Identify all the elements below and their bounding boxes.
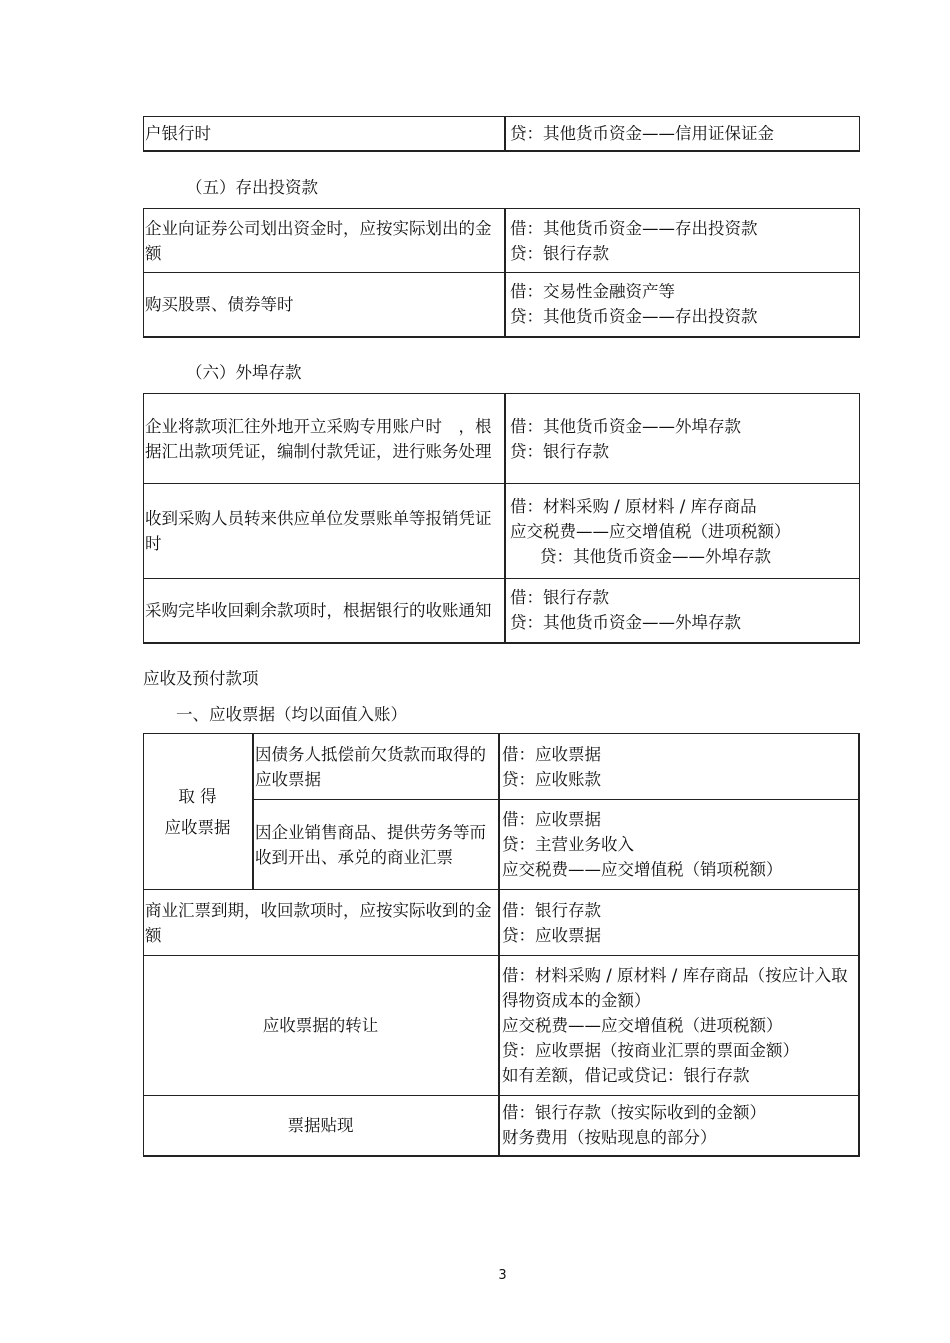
page-number: 3 — [498, 1268, 507, 1283]
entry-line: 贷：其他货币资金——存出投资款 — [510, 307, 758, 327]
entry-line: 借：银行存款 — [510, 588, 609, 608]
table-cell-right — [505, 209, 860, 273]
table-cell-right — [499, 800, 859, 890]
section-heading-5: （五）存出投资款 — [186, 178, 318, 197]
section-heading-6: （六）外埠存款 — [186, 363, 302, 382]
entry-line: 贷：银行存款 — [510, 243, 609, 263]
entry-line: 财务费用（按贴现息的部分） — [502, 1128, 717, 1148]
notes-receivable-table — [143, 733, 860, 1157]
entry-line: 借：其他货币资金——外埠存款 — [510, 416, 741, 436]
chapter-subtitle: 一、应收票据（均以面值入账） — [176, 705, 407, 724]
table-cell-right — [505, 273, 860, 337]
table-cell-left: 购买股票、债券等时 — [144, 273, 506, 337]
table-cell-left: 票据贴现 — [144, 1096, 500, 1156]
entry-line: 贷：主营业务收入 — [502, 835, 634, 854]
table-cell-right — [499, 734, 859, 800]
entry-line: 借：银行存款 — [502, 900, 601, 920]
table-cell-right — [499, 1096, 859, 1156]
entry-line: 借：交易性金融资产等 — [510, 282, 675, 302]
entry-line: 贷：银行存款 — [510, 441, 609, 461]
entry-line: 借：材料采购 / 原材料 / 库存商品 — [510, 496, 757, 516]
entry-line: 借：其他货币资金——存出投资款 — [510, 218, 758, 238]
table-cell-right — [505, 117, 860, 151]
entry-line: 借：材料采购 / 原材料 / 库存商品（按应计入取得物资成本的金额） — [502, 966, 848, 1010]
table-cell-right — [505, 579, 860, 643]
acquire-label-line: 取 得 — [178, 786, 217, 806]
entry-line: 借：应收票据 — [502, 744, 601, 764]
table-cell-left: 商业汇票到期，收回款项时，应按实际收到的金额 — [144, 890, 500, 956]
entry-line: 贷：其他货币资金——外埠存款 — [540, 546, 771, 566]
table-cell-right — [499, 956, 859, 1096]
table-cell-right — [499, 890, 859, 956]
entry-line: 如有差额，借记或贷记：银行存款 — [502, 1066, 750, 1085]
table-cell-left: 企业向证券公司划出资金时，应按实际划出的金额 — [144, 209, 506, 273]
acquire-label-cell — [144, 734, 254, 890]
entry-line: 贷：其他货币资金——外埠存款 — [510, 613, 741, 633]
table-cell-left: 因债务人抵偿前欠货款而取得的应收票据 — [253, 734, 499, 800]
entry-line: 借：银行存款（按实际收到的金额） — [502, 1103, 766, 1123]
entry-line: 贷：应收票据（按商业汇票的票面金额） — [502, 1041, 799, 1060]
entry-line: 贷：应收账款 — [502, 769, 601, 789]
table-cell-left: 户银行时 — [144, 117, 506, 151]
table-cell-right — [505, 484, 860, 579]
table-cell-left: 收到采购人员转来供应单位发票账单等报销凭证时 — [144, 484, 506, 579]
entry-line: 借：应收票据 — [502, 810, 601, 829]
table-cell-left: 应收票据的转让 — [144, 956, 500, 1096]
entry-line: 应交税费——应交增值税（进项税额） — [510, 521, 791, 541]
top-table — [143, 116, 860, 152]
table-cell-right — [505, 394, 860, 484]
acquire-label-line: 应收票据 — [164, 817, 231, 837]
section5-table — [143, 208, 860, 338]
entry-line: 贷：其他货币资金——信用证保证金 — [510, 123, 774, 143]
table-cell-left: 采购完毕收回剩余款项时，根据银行的收账通知 — [144, 579, 506, 643]
entry-line: 贷：应收票据 — [502, 925, 601, 945]
table-cell-left: 因企业销售商品、提供劳务等而收到开出、承兑的商业汇票 — [253, 800, 499, 890]
chapter-title: 应收及预付款项 — [143, 669, 259, 688]
section6-table — [143, 393, 860, 644]
entry-line: 应交税费——应交增值税（销项税额） — [502, 860, 783, 879]
table-cell-left: 企业将款项汇往外地开立采购专用账户时 ，根据汇出款项凭证，编制付款凭证，进行账务处理 — [144, 394, 506, 484]
entry-line: 应交税费——应交增值税（进项税额） — [502, 1016, 783, 1035]
